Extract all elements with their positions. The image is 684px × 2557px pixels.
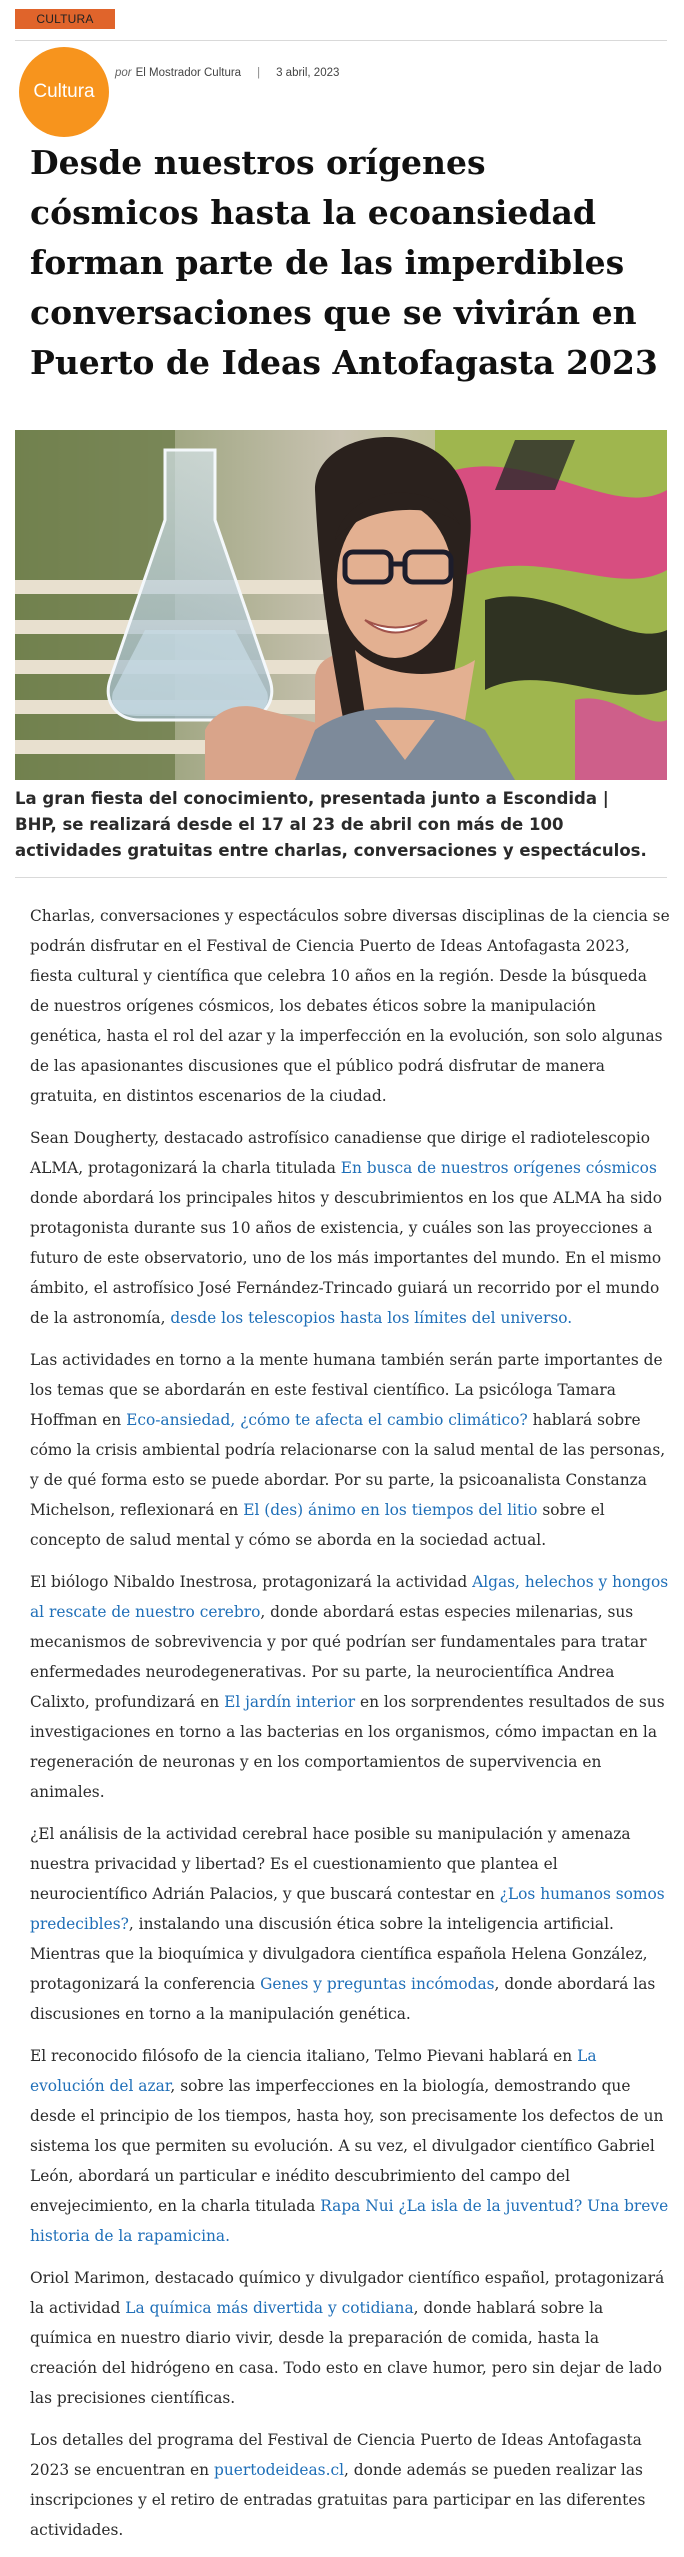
- inline-link[interactable]: ¿Los humanos somos predecibles?: [30, 1885, 665, 1933]
- paragraph-text: , donde hablará sobre la química en nuestro diario vivir, desde la preparación de comida, hasta la creación del hidrógeno en casa. Todo esto en clave humor, pero sin dejar de lado las precisiones científicas.: [30, 2299, 663, 2407]
- byline-prefix: por: [115, 67, 132, 79]
- inline-link[interactable]: El (des) ánimo en los tiempos del litio: [243, 1501, 538, 1519]
- article-body: [30, 901, 670, 2557]
- paragraph-text: , sobre las imperfecciones en la biología, demostrando que desde el principio de los tiempos, hasta hoy, son precisamente los defectos de un sistema los que permiten su evolución. A su vez, el divulgador científico Gabriel León, abordará un particular e inédito descubrimiento del campo del envejecimiento, en la charla titulada: [30, 2077, 664, 2215]
- inline-link[interactable]: La evolución del azar: [30, 2047, 597, 2095]
- section-badge[interactable]: Cultura: [19, 47, 109, 137]
- paragraph-text: sobre el concepto de salud mental y cómo se aborda en la sociedad actual.: [30, 1501, 605, 1549]
- inline-link[interactable]: puertodeideas.cl: [213, 2461, 345, 2479]
- paragraph-text: , donde abordará estas especies milenarias, sus mecanismos de sobrevivencia y por qué podrían ser fundamentales para tratar enfermedades neurodegenerativas. Por su parte, la neurocientífica Andrea Calixto, profundizará en: [30, 1603, 647, 1711]
- paragraph-text: , donde además se pueden realizar las inscripciones y el retiro de entradas gratuitas para participar en las diferentes actividades.: [30, 2461, 646, 2539]
- category-tag[interactable]: CULTURA: [15, 9, 115, 29]
- byline-date: 3 abril, 2023: [276, 67, 340, 79]
- paragraph-text: Sean Dougherty, destacado astrofísico canadiense que dirige el radiotelescopio ALMA, protagonizará la charla titulada: [30, 1129, 651, 1177]
- paragraph: [30, 1567, 670, 1807]
- paragraph-text: en los sorprendentes resultados de sus investigaciones en torno a las bacterias en los organismos, cómo impactan en la regeneración de neuronas y en los comportamientos de supervivencia en animales.: [30, 1693, 665, 1801]
- paragraph-text: El reconocido filósofo de la ciencia italiano, Telmo Pievani hablará en: [30, 2047, 578, 2065]
- inline-link[interactable]: Algas, helechos y hongos al rescate de nuestro cerebro: [30, 1573, 669, 1621]
- paragraph-text: ¿El análisis de la actividad cerebral hace posible su manipulación y amenaza nuestra privacidad y libertad? Es el cuestionamiento que plantea el neurocientífico Adrián Palacios, y que buscará contestar en: [30, 1825, 631, 1903]
- byline-separator: |: [257, 67, 261, 79]
- paragraph-text: Charlas, conversaciones y espectáculos sobre diversas disciplinas de la ciencia se podrán disfrutar en el Festival de Ciencia Puerto de Ideas Antofagasta 2023, fiesta cultural y científica que celebra 10 años en la región. Desde la búsqueda de nuestros orígenes cósmicos, los debates éticos sobre la manipulación genética, hasta el rol del azar y la imperfección en la evolución, son solo algunas de las apasionantes discusiones que el público podrá disfrutar de manera gratuita, en distintos escenarios de la ciudad.: [30, 907, 670, 1105]
- paragraph: [30, 1123, 670, 1333]
- byline-author[interactable]: El Mostrador Cultura: [135, 67, 242, 79]
- paragraph-text: Las actividades en torno a la mente humana también serán parte importantes de los temas que se abordarán en este festival científico. La psicóloga Tamara Hoffman en: [30, 1351, 663, 1429]
- byline: [115, 67, 339, 79]
- paragraph-text: El biólogo Nibaldo Inestrosa, protagonizará la actividad: [30, 1573, 473, 1591]
- inline-link[interactable]: La química más divertida y cotidiana: [125, 2299, 414, 2317]
- inline-link[interactable]: El jardín interior: [224, 1693, 356, 1711]
- paragraph: [30, 2041, 670, 2251]
- paragraph-text: Los detalles del programa del Festival de Ciencia Puerto de Ideas Antofagasta 2023 se encuentran en: [30, 2431, 642, 2479]
- paragraph-text: , donde abordará las discusiones en torno a la manipulación genética.: [30, 1975, 656, 2023]
- paragraph-text: hablará sobre cómo la crisis ambiental podría relacionarse con la salud mental de las personas, y de qué forma esto se puede abordar. Por su parte, la psicoanalista Constanza Michelson, reflexionará en: [30, 1411, 666, 1519]
- inline-link[interactable]: Eco-ansiedad, ¿cómo te afecta el cambio climático?: [126, 1411, 528, 1429]
- caption-divider: [15, 877, 667, 878]
- paragraph: [30, 2263, 670, 2413]
- paragraph-text: , instalando una discusión ética sobre la inteligencia artificial. Mientras que la bioquímica y divulgadora científica española Helena González, protagonizará la conferencia: [30, 1915, 648, 1993]
- paragraph-text: donde abordará los principales hitos y descubrimientos en los que ALMA ha sido protagonista durante sus 10 años de existencia, y cuáles son las proyecciones a futuro de este observatorio, uno de los más importantes del mundo. En el mismo ámbito, el astrofísico José Fernández-Trincado guiará un recorrido por el mundo de la astronomía,: [30, 1189, 663, 1327]
- photo-caption: La gran fiesta del conocimiento, presentada junto a Escondida | BHP, se realizará desde el 17 al 23 de abril con más de 100 actividades gratuitas entre charlas, conversaciones y espectáculos.: [15, 789, 647, 860]
- paragraph: [30, 2425, 670, 2545]
- paragraph: [30, 1345, 670, 1555]
- inline-link[interactable]: Rapa Nui ¿La isla de la juventud? Una breve historia de la rapamicina.: [30, 2197, 669, 2245]
- top-divider: [15, 40, 667, 41]
- paragraph-text: Oriol Marimon, destacado químico y divulgador científico español, protagonizará la actividad: [30, 2269, 665, 2317]
- inline-link[interactable]: desde los telescopios hasta los límites del universo.: [170, 1309, 573, 1327]
- article-photo: [15, 430, 667, 780]
- article-title: Desde nuestros orígenes cósmicos hasta la ecoansiedad forman parte de las imperdibles conversaciones que se vivirán en Puerto de Ideas Antofagasta 2023: [30, 143, 658, 382]
- paragraph: [30, 901, 670, 1111]
- inline-link[interactable]: Genes y preguntas incómodas: [260, 1975, 495, 1993]
- paragraph: [30, 1819, 670, 2029]
- inline-link[interactable]: En busca de nuestros orígenes cósmicos: [340, 1159, 657, 1177]
